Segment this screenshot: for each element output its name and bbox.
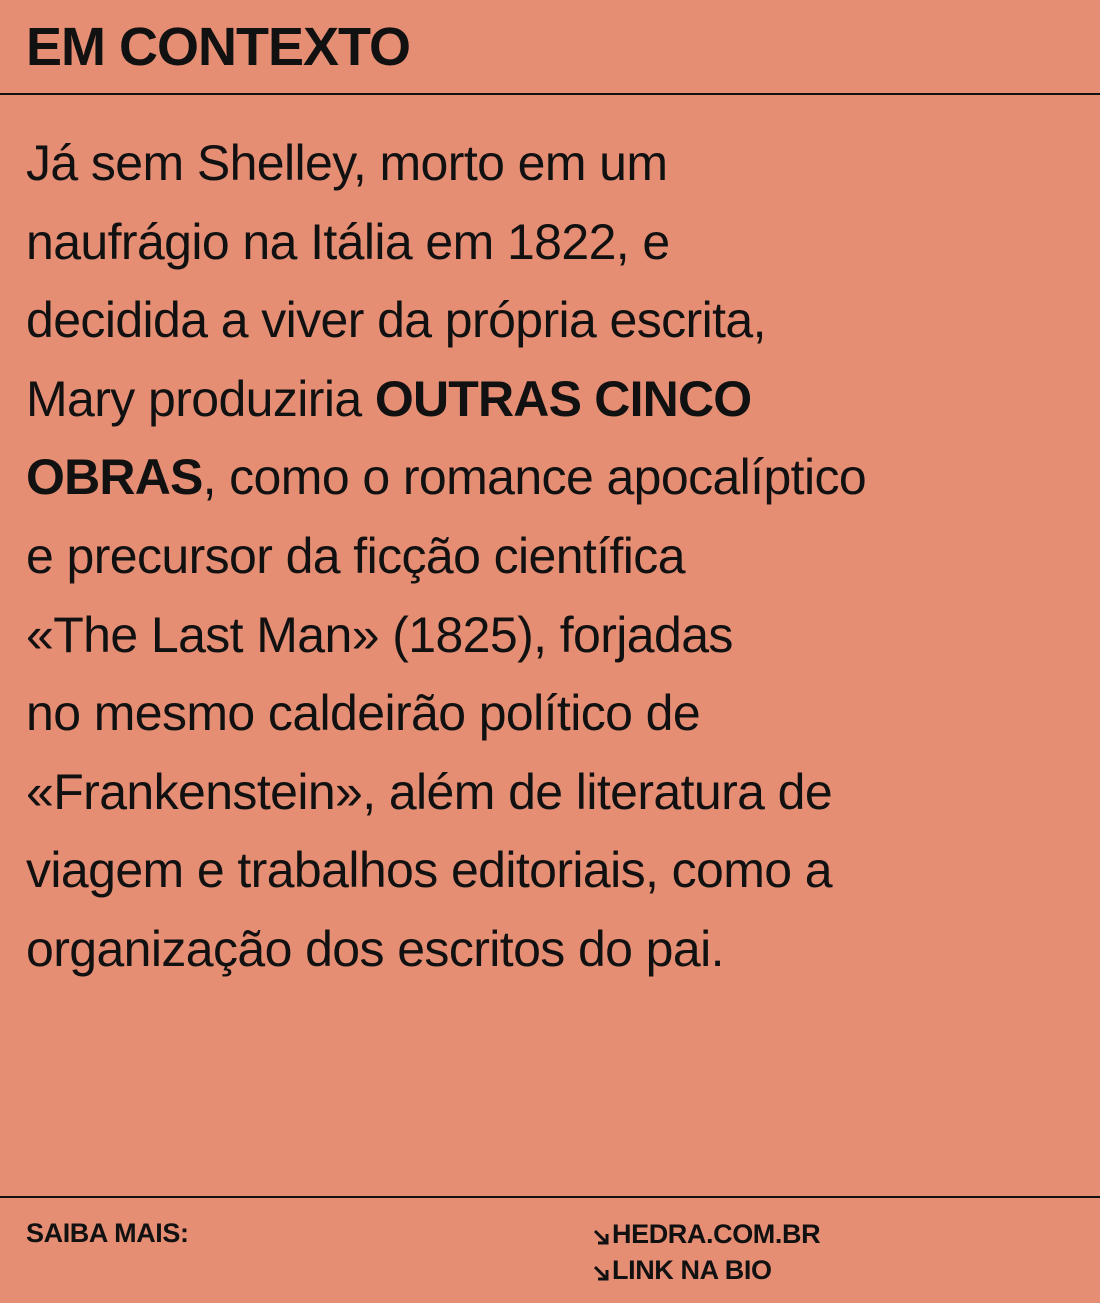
article-line: Já sem Shelley, morto em um <box>26 135 668 191</box>
article-text: , como o romance apocalíptico <box>202 449 867 506</box>
link-hedra-site[interactable] <box>592 1216 820 1252</box>
arrow-down-right-icon <box>592 1228 610 1246</box>
article-line: «Frankenstein», além de literatura de <box>26 763 833 820</box>
footer-links <box>592 1216 820 1288</box>
article-text: Mary produziria <box>26 370 375 427</box>
arrow-down-right-icon <box>592 1264 610 1282</box>
link-bio[interactable] <box>592 1252 820 1288</box>
article-line <box>26 438 1086 517</box>
page-title: EM CONTEXTO <box>26 17 411 77</box>
article-line: e precursor da ficção científica <box>26 527 685 584</box>
article-body <box>26 124 1086 989</box>
article-line: decidida a viver da própria escrita, <box>26 292 766 349</box>
emphasis-text: OUTRAS CINCO <box>374 370 752 427</box>
article-line: «The Last Man» (1825), forjadas <box>26 606 733 663</box>
footer <box>0 1196 1100 1303</box>
header <box>0 0 1100 95</box>
article-line: viagem e trabalhos editoriais, como a <box>26 842 832 899</box>
article-line <box>26 360 1086 439</box>
emphasis-text: OBRAS <box>26 449 203 506</box>
article-line: no mesmo caldeirão político de <box>26 685 701 742</box>
link-label: HEDRA.COM.BR <box>612 1219 821 1249</box>
link-label: LINK NA BIO <box>612 1255 772 1285</box>
article-line: organização dos escritos do pai. <box>26 920 724 977</box>
footer-label: SAIBA MAIS: <box>26 1218 189 1248</box>
article-line: naufrágio na Itália em 1822, e <box>26 213 670 270</box>
